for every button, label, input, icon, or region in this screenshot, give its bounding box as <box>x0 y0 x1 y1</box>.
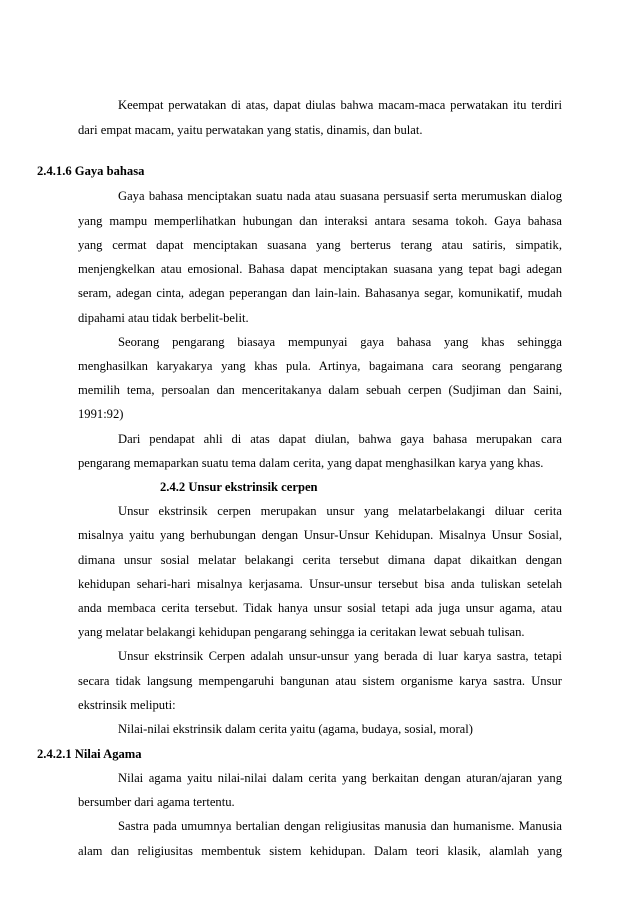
paragraph-line: dimana unsur sosial melatar belakangi cerita tersebut dimana dapat dikaitkan dengan <box>78 553 562 567</box>
paragraph-line: Seorang pengarang biasaya mempunyai gaya bahasa yang khas sehingga <box>118 335 562 349</box>
section-heading: 2.4.2.1 Nilai Agama <box>37 747 142 761</box>
paragraph-line: misalnya yaitu yang berhubungan dengan Unsur-Unsur Kehidupan. Misalnya Unsur Sosial, <box>78 528 562 542</box>
paragraph-line: Nilai agama yaitu nilai-nilai dalam cerita yang berkaitan dengan aturan/ajaran yang <box>118 771 562 785</box>
paragraph-line: Nilai-nilai ekstrinsik dalam cerita yaitu (agama, budaya, sosial, moral) <box>118 722 473 736</box>
paragraph-line: pengarang memaparkan suatu tema dalam cerita, yang dapat menghasilkan karya yang khas. <box>78 456 544 470</box>
paragraph-line: yang melatar belakangi kehidupan pengarang sehingga ia ceritakan lewat sebuah tulisan. <box>78 625 525 639</box>
paragraph-line: menghasilkan karyakarya yang khas pula. Artinya, bagaimana cara seorang pengarang <box>78 359 562 373</box>
paragraph-line: yang mampu memperlihatkan hubungan dan interaksi antara sesama tokoh. Gaya bahasa <box>78 214 562 228</box>
paragraph-line: secara tidak langsung mempengaruhi bangunan atau sistem organisme karya sastra. Unsur <box>78 674 562 688</box>
paragraph-line: 1991:92) <box>78 407 124 421</box>
paragraph-line: Unsur ekstrinsik Cerpen adalah unsur-unsur yang berada di luar karya sastra, tetapi <box>118 649 562 663</box>
paragraph-line: anda membaca cerita tersebut. Tidak hanya unsur sosial tetapi ada juga unsur agama, atau <box>78 601 562 615</box>
paragraph-line: dari empat macam, yaitu perwatakan yang statis, dinamis, dan bulat. <box>78 123 423 137</box>
paragraph-line: seram, adegan cinta, adegan peperangan dan lain-lain. Bahasanya segar, komunikatif, mudah <box>78 286 562 300</box>
subsection-heading: 2.4.2 Unsur ekstrinsik cerpen <box>160 480 318 494</box>
paragraph-line: yang cermat dapat menciptakan suasana yang berterus terang atau satiris, simpatik, <box>78 238 562 252</box>
paragraph-line: menjengkelkan atau emosional. Bahasa dapat menciptakan suasana yang tepat bagi adegan <box>78 262 562 276</box>
paragraph-line: Sastra pada umumnya bertalian dengan religiusitas manusia dan humanisme. Manusia <box>118 819 562 833</box>
paragraph-line: kehidupan sehari-hari misalnya kerjasama. Unsur-unsur tersebut bisa anda tuliskan setelah <box>78 577 562 591</box>
paragraph-line: ekstrinsik meliputi: <box>78 698 176 712</box>
paragraph-line: Gaya bahasa menciptakan suatu nada atau suasana persuasif serta merumuskan dialog <box>118 189 562 203</box>
paragraph-line: Dari pendapat ahli di atas dapat diulan, bahwa gaya bahasa merupakan cara <box>118 432 562 446</box>
section-heading: 2.4.1.6 Gaya bahasa <box>37 164 145 178</box>
paragraph-line: bersumber dari agama tertentu. <box>78 795 235 809</box>
paragraph-line: dipahami atau tidak berbelit-belit. <box>78 311 249 325</box>
paragraph-line: memilih tema, persoalan dan menceritakanya dalam sebuah cerpen (Sudjiman dan Saini, <box>78 383 562 397</box>
paragraph-line: Keempat perwatakan di atas, dapat diulas bahwa macam-maca perwatakan itu terdiri <box>118 98 562 112</box>
paragraph-line: Unsur ekstrinsik cerpen merupakan unsur yang melatarbelakangi diluar cerita <box>118 504 562 518</box>
paragraph-line: alam dan religiusitas membentuk sistem kehidupan. Dalam teori klasik, alamlah yang <box>78 844 562 858</box>
